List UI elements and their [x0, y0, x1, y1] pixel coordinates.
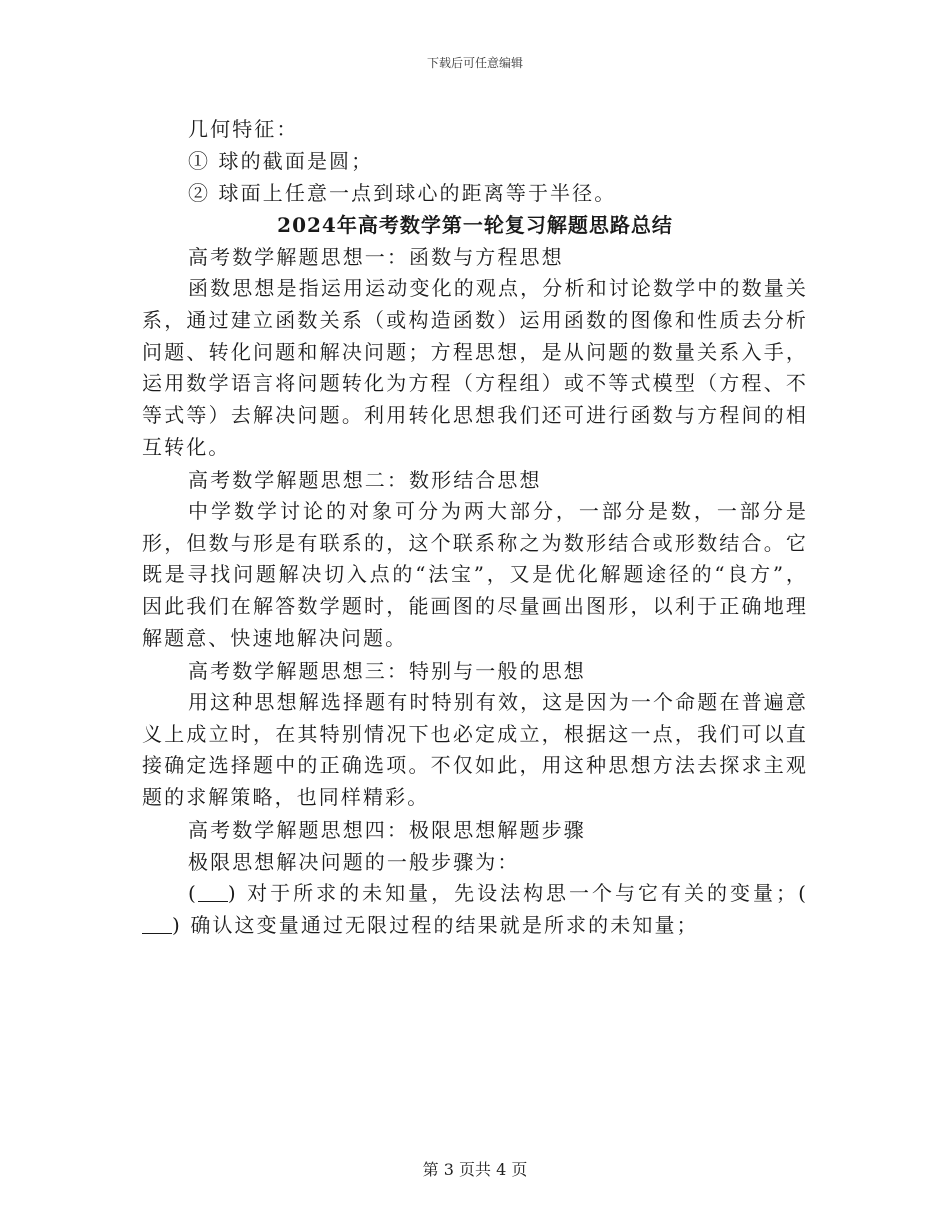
geometry-item-2: ② 球面上任意一点到球心的距离等于半径。	[188, 181, 617, 205]
geometry-item-1: ① 球的截面是圆；	[188, 149, 374, 173]
page-footer: 第 3 页共 4 页	[422, 1160, 528, 1179]
steps-paragraph	[142, 878, 808, 942]
step-1-open-paren: (	[188, 880, 198, 905]
geometry-heading: 几何特征：	[188, 117, 299, 141]
blank-2	[142, 915, 172, 934]
section-3-paragraph: 用这种思想解选择题有时特别有效，这是因为一个命题在普遍意义上成立时，在其特别情况下也必定成立，根据这一点，我们可以直接确定选择题中的正确选项。不仅如此，用这种思想方法去探求主观题的求解策略，也同样精彩。	[142, 689, 808, 810]
section-1-heading: 高考数学解题思想一：函数与方程思想	[188, 245, 564, 269]
section-2-paragraph: 中学数学讨论的对象可分为两大部分，一部分是数，一部分是形，但数与形是有联系的，这个联系称之为数形结合或形数结合。它既是寻找问题解决切入点的“法宝”，又是优化解题途径的“良方”，因此我们在解答数学题时，能画图的尽量画出图形，以利于正确地理解题意、快速地解决问题。	[142, 498, 808, 650]
blank-1	[198, 883, 228, 902]
section-4-intro: 极限思想解决问题的一般步骤为：	[188, 849, 520, 874]
page-header: 下载后可任意编辑	[426, 56, 523, 70]
section-2-heading: 高考数学解题思想二：数形结合思想	[188, 467, 542, 492]
document-body	[142, 113, 808, 942]
section-4-heading: 高考数学解题思想四：极限思想解题步骤	[188, 817, 586, 842]
document-title: 2024年高考数学第一轮复习解题思路总结	[277, 213, 673, 237]
section-1-paragraph: 函数思想是指运用运动变化的观点，分析和讨论数学中的数量关系，通过建立函数关系（或构造函数）运用函数的图像和性质去分析问题、转化问题和解决问题；方程思想，是从问题的数量关系入手，运用数学语言将问题转化为方程（方程组）或不等式模型（方程、不等式等）去解决问题。利用转化思想我们还可进行函数与方程间的相互转化。	[142, 276, 808, 459]
step-2-text: ) 确认这变量通过无限过程的结果就是所求的未知量；	[172, 912, 699, 937]
step-1-text: ) 对于所求的未知量，先设法构思一个与它有关的变量；(	[227, 880, 808, 905]
section-3-heading: 高考数学解题思想三：特别与一般的思想	[188, 658, 586, 683]
